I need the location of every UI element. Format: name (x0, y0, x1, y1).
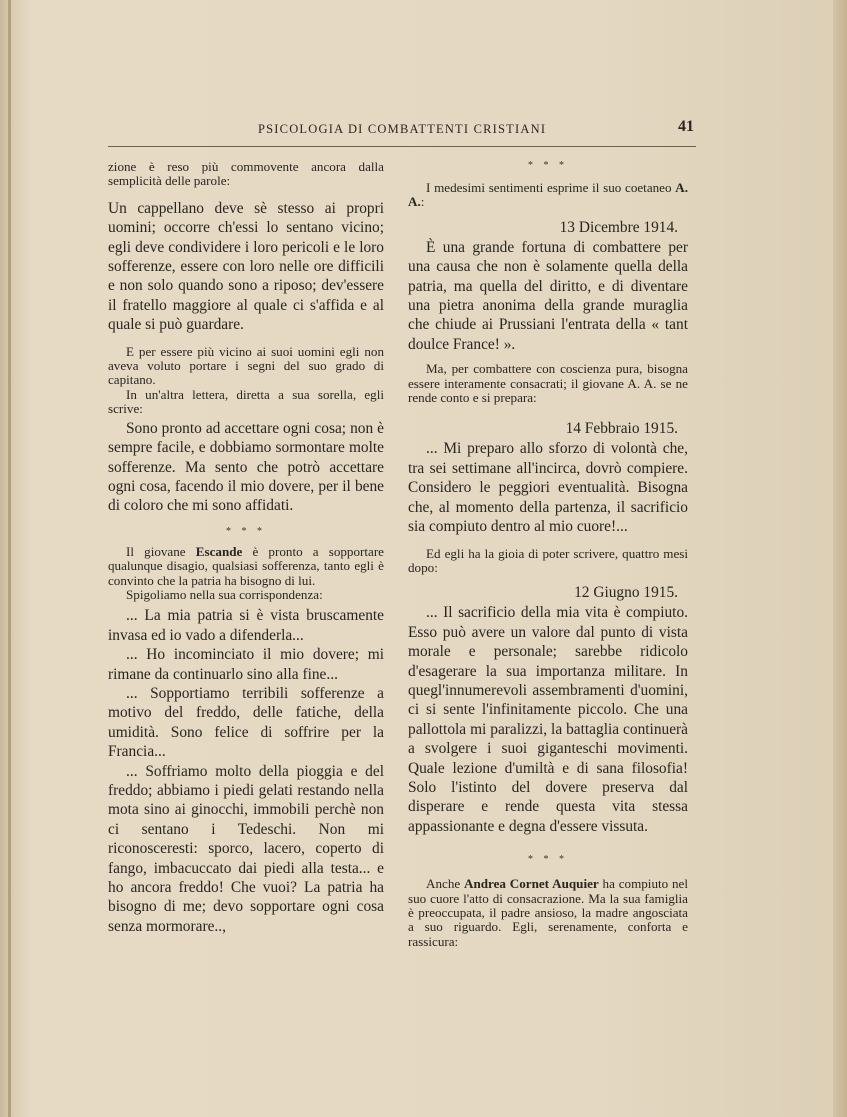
letter-date: 13 Dicembre 1914. (559, 218, 678, 236)
page-edge (833, 0, 847, 1117)
paragraph: Spigoliamo nella sua corrispondenza: (126, 586, 323, 602)
quote-letter: ... Il sacrificio della mia vita è compiuto. Esso può avere un valore dal punto di vista morale e personale; sarebbe ridicolo d'esagerare la sua importanza militare. In quegl'innumerevoli assembramenti d'uomini, ci si sente l'infinitamente piccolo. Che una pallottola mi paralizzi, la battaglia continuerà a svolgere i suoi giganteschi movimenti. Quale lezione d'umiltà e di sana filosofia! Solo l'istinto del dovere preserva dal disperare e rende questa vita stessa appassionante e degna d'essere vissuta. (408, 604, 688, 835)
book-spine (8, 0, 11, 1117)
page-number: 41 (678, 118, 694, 135)
paragraph: In un'altra lettera, diretta a sua sorella, egli scrive: (108, 386, 384, 417)
paragraph-aa: I medesimi sentimenti esprime il suo coetaneo A. A.: (408, 180, 688, 210)
quote-excerpt: ... Sopportiamo terribili sofferenze a motivo del freddo, delle fatiche, della umidità. Sono felice di soffrire per la Francia... (108, 684, 384, 761)
quote-letter: È una grande fortuna di combattere per una causa che non è solamente quella della patria, ma quella del diritto, e di diventare una pietra anonima della grande muraglia che chiude ai Prussiani l'entrata della « tant doulce France! ». (408, 238, 688, 353)
section-separator: * * * (528, 854, 568, 866)
letter-date: 12 Giugno 1915. (574, 584, 678, 602)
paragraph-cornet: Anche Andrea Cornet Auquier ha compiuto nel suo cuore l'atto di consacrazione. Ma la sua famiglia è preoccupata, il padre ansioso, la madre angosciata a suo riguardo. Egli, serenamente, conforta e rassicura: (408, 876, 688, 949)
person-name: Andrea Cornet Auquier (464, 876, 599, 892)
page-header (108, 120, 696, 147)
quote-letter: Sono pronto ad accettare ogni cosa; non è sempre facile, e dobbiamo sormontare molte sofferenze. Ma sento che potrò accettare ogni cosa, facendo il mio dovere, per il bene di coloro che mi sono affidati. (108, 419, 384, 515)
quote-letter: ... Mi preparo allo sforzo di volontà che, tra sei settimane all'incirca, dovrò compiere. Considero le peggiori eventualità. Bisogna che, al momento della partenza, il sacrificio sia compiuto dentro al mio cuore!... (408, 440, 688, 536)
paragraph: Ed egli ha la gioia di poter scrivere, quattro mesi dopo: (408, 545, 688, 575)
letter-date: 14 Febbraio 1915. (565, 420, 678, 438)
quote-excerpt: ... Ho incominciato il mio dovere; mi rimane da continuarlo sino alla fine... (108, 646, 384, 683)
running-title: PSICOLOGIA DI COMBATTENTI CRISTIANI (258, 122, 547, 136)
left-column (108, 160, 384, 936)
paragraph-escande: Il giovane Escande è pronto a sopportare qualunque disagio, qualsiasi sofferenza, tanto egli è convinto che la patria ha bisogno di lui. (108, 543, 384, 588)
quote-excerpt: ... La mia patria si è vista bruscamente invasa ed io vado a difenderla... (108, 607, 384, 644)
section-separator: * * * (226, 525, 266, 537)
paragraph: E per essere più vicino ai suoi uomini egli non aveva voluto portare i segni del suo grado di capitano. (108, 343, 384, 388)
person-name: A. A. (408, 180, 688, 210)
paragraph: Ma, per combattere con coscienza pura, bisogna essere interamente consacrati; il giovane A. A. se ne rende conto e si prepara: (408, 361, 688, 406)
person-name: Escande (195, 543, 243, 559)
paragraph: zione è reso più commovente ancora dalla semplicità delle parole: (108, 159, 384, 189)
quote-chaplain: Un cappellano deve sè stesso ai propri uomini; occorre ch'essi lo sentano vicino; egli deve condividere i loro pericoli e le loro sofferenze, essere con loro nelle ore difficili e non solo quando sono a riposo; dev'essere il fratello maggiore al quale ci s'affida e al quale si può guardare. (108, 199, 384, 334)
right-column (408, 160, 688, 949)
section-separator: * * * (528, 160, 568, 171)
quote-excerpt: ... Soffriamo molto della pioggia e del freddo; abbiamo i piedi gelati restando nella mota sino ai ginocchi, immobili perchè non ci sentano i Tedeschi. Non mi riconosceresti: sporco, lacero, coperto di fango, imbacuccato dai piedi alla testa... e ho ancora freddo! Che vuoi? La patria ha bisogno di me; devo sopportare ogni cosa senza mormorare.., (108, 762, 384, 935)
